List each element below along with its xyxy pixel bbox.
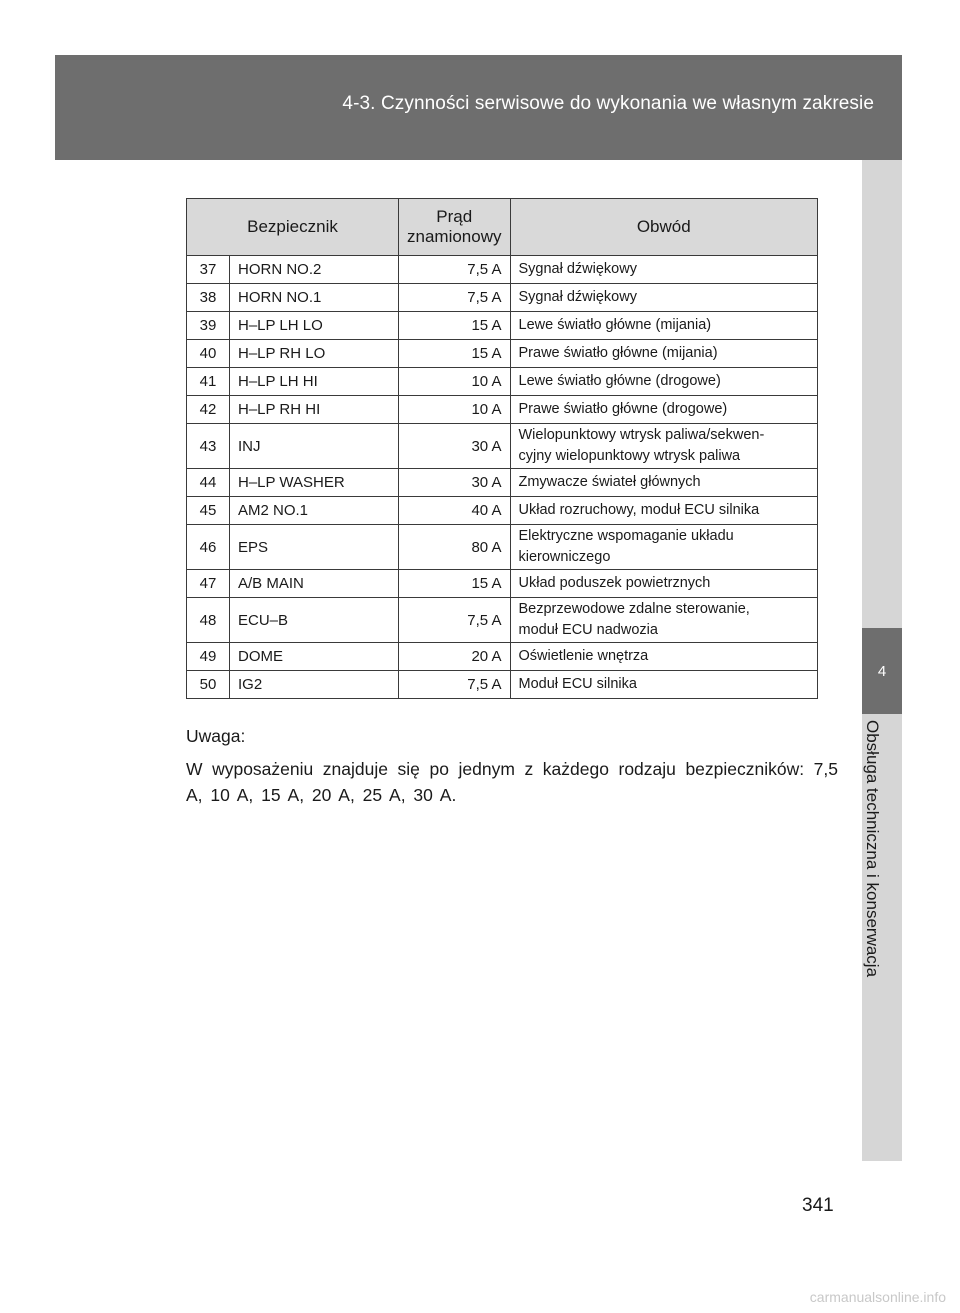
fuse-number: 37	[187, 256, 230, 284]
fuse-rating: 15 A	[399, 570, 511, 598]
fuse-number: 50	[187, 671, 230, 699]
table-row	[187, 671, 818, 699]
fuse-number: 45	[187, 497, 230, 525]
fuse-circuit-line: Sygnał dźwiękowy	[518, 261, 637, 277]
fuse-circuit-line: kierowniczego	[518, 549, 611, 565]
fuse-circuit-line: cyjny wielopunktowy wtrysk paliwa	[518, 448, 741, 464]
table-row	[187, 497, 818, 525]
note-body: W wyposażeniu znajduje się po jednym z każdego rodzaju bezpieczników: 7,5 A, 10 A, 15 A, 20 A, 25 A, 30 A.	[186, 759, 838, 805]
fuse-circuit-line: Zmywacze świateł głównych	[518, 474, 701, 490]
fuse-name: DOME	[230, 643, 399, 671]
fuse-number: 43	[187, 424, 230, 469]
fuse-rating: 20 A	[399, 643, 511, 671]
fuse-circuit-line: Prawe światło główne (drogowe)	[518, 401, 728, 417]
table-row	[187, 396, 818, 424]
fuse-circuit-line: Układ rozruchowy, moduł ECU silnika	[518, 502, 760, 518]
fuse-rating: 10 A	[399, 396, 511, 424]
fuse-rating: 80 A	[399, 525, 511, 570]
table-row	[187, 368, 818, 396]
section-title: 4-3. Czynności serwisowe do wykonania we własnym zakresie	[342, 93, 874, 114]
fuse-rating: 30 A	[399, 469, 511, 497]
header-circuit: Obwód	[510, 199, 818, 256]
fuse-name: IG2	[230, 671, 399, 699]
fuse-table	[186, 198, 818, 699]
fuse-rating: 30 A	[399, 424, 511, 469]
fuse-circuit	[510, 284, 818, 312]
fuse-number: 48	[187, 598, 230, 643]
fuse-number: 39	[187, 312, 230, 340]
fuse-number: 38	[187, 284, 230, 312]
fuse-rating: 10 A	[399, 368, 511, 396]
fuse-name: HORN NO.1	[230, 284, 399, 312]
fuse-circuit-line: Bezprzewodowe zdalne sterowanie,	[518, 601, 750, 617]
fuse-name: H–LP WASHER	[230, 469, 399, 497]
fuse-rating: 7,5 A	[399, 671, 511, 699]
fuse-circuit-line: Moduł ECU silnika	[518, 676, 637, 692]
fuse-circuit-line: moduł ECU nadwozia	[518, 622, 658, 638]
header-rating	[399, 199, 511, 256]
fuse-rating: 7,5 A	[399, 598, 511, 643]
chapter-title-tab	[864, 720, 900, 1020]
fuse-number: 46	[187, 525, 230, 570]
note-block	[186, 723, 838, 808]
fuse-circuit	[510, 469, 818, 497]
fuse-circuit-line: Prawe światło główne (mijania)	[518, 345, 718, 361]
table-row	[187, 525, 818, 570]
fuse-circuit	[510, 312, 818, 340]
fuse-circuit	[510, 598, 818, 643]
chapter-title: Obsługa techniczna i konserwacja	[863, 720, 882, 978]
table-row	[187, 469, 818, 497]
fuse-rating: 15 A	[399, 312, 511, 340]
table-row	[187, 424, 818, 469]
fuse-number: 41	[187, 368, 230, 396]
fuse-rating: 40 A	[399, 497, 511, 525]
fuse-circuit-line: Lewe światło główne (drogowe)	[518, 373, 721, 389]
table-row	[187, 598, 818, 643]
fuse-name: H–LP RH LO	[230, 340, 399, 368]
fuse-name: EPS	[230, 525, 399, 570]
table-row	[187, 284, 818, 312]
fuse-circuit	[510, 497, 818, 525]
header-fuse: Bezpiecznik	[187, 199, 399, 256]
table-row	[187, 570, 818, 598]
chapter-number: 4	[877, 662, 887, 680]
fuse-number: 42	[187, 396, 230, 424]
header-rating-line1: Prąd	[436, 207, 473, 226]
fuse-name: H–LP RH HI	[230, 396, 399, 424]
fuse-circuit	[510, 671, 818, 699]
fuse-circuit	[510, 396, 818, 424]
fuse-number: 40	[187, 340, 230, 368]
section-header	[55, 55, 902, 160]
fuse-circuit-line: Sygnał dźwiękowy	[518, 289, 637, 305]
note-label: Uwaga:	[186, 726, 246, 746]
fuse-name: HORN NO.2	[230, 256, 399, 284]
fuse-rating: 15 A	[399, 340, 511, 368]
fuse-circuit	[510, 570, 818, 598]
fuse-circuit	[510, 525, 818, 570]
header-rating-line2: znamionowy	[407, 227, 502, 246]
fuse-number: 44	[187, 469, 230, 497]
fuse-circuit	[510, 256, 818, 284]
fuse-circuit	[510, 424, 818, 469]
fuse-circuit-line: Lewe światło główne (mijania)	[518, 317, 712, 333]
fuse-name: AM2 NO.1	[230, 497, 399, 525]
fuse-rating: 7,5 A	[399, 256, 511, 284]
table-header-row	[187, 199, 818, 256]
fuse-name: H–LP LH HI	[230, 368, 399, 396]
page-number: 341	[802, 1195, 834, 1216]
fuse-circuit-line: Elektryczne wspomaganie układu	[518, 528, 734, 544]
fuse-name: INJ	[230, 424, 399, 469]
table-row	[187, 643, 818, 671]
fuse-circuit-line: Układ poduszek powietrznych	[518, 575, 711, 591]
fuse-name: ECU–B	[230, 598, 399, 643]
fuse-circuit	[510, 340, 818, 368]
fuse-circuit	[510, 368, 818, 396]
fuse-rating: 7,5 A	[399, 284, 511, 312]
fuse-circuit-line: Oświetlenie wnętrza	[518, 648, 649, 664]
fuse-number: 47	[187, 570, 230, 598]
fuse-circuit-line: Wielopunktowy wtrysk paliwa/sekwen-	[518, 427, 765, 443]
table-row	[187, 340, 818, 368]
fuse-table-body	[187, 256, 818, 699]
table-row	[187, 256, 818, 284]
fuse-circuit	[510, 643, 818, 671]
fuse-name: H–LP LH LO	[230, 312, 399, 340]
fuse-name: A/B MAIN	[230, 570, 399, 598]
table-row	[187, 312, 818, 340]
watermark-text: carmanualsonline.info	[809, 1289, 946, 1305]
chapter-number-tab	[862, 628, 902, 714]
fuse-number: 49	[187, 643, 230, 671]
